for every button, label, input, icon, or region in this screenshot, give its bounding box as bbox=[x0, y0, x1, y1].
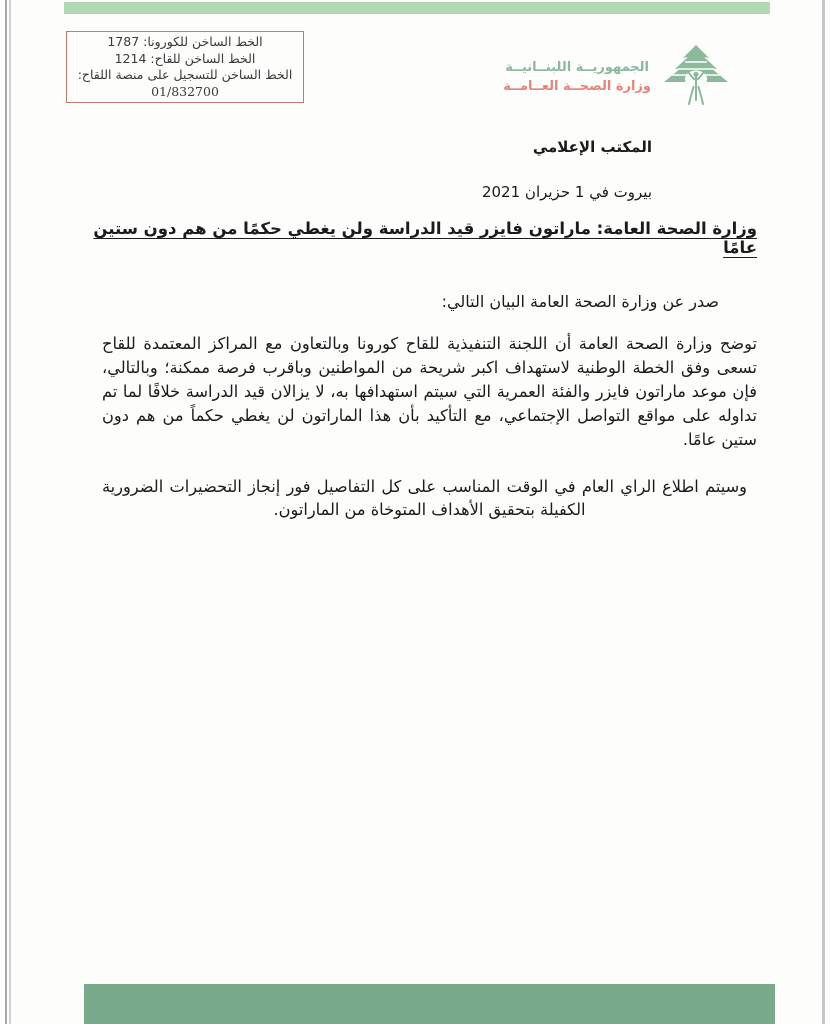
hotline-box bbox=[66, 31, 304, 103]
ministry-logo-text bbox=[503, 58, 651, 96]
logo-ministry-label: وزارة الصحــة العــامــة bbox=[503, 79, 651, 94]
statement-paragraph-1: توضح وزارة الصحة العامة أن اللجنة التنفيذية للقاح كورونا وبالتعاون مع المراكز المعتمدة للقاح تسعى وفق الخطة الوطنية لاستهداف اكبر شريحة من المواطنين وباقرب فرصة ممكنة؛ وبالتالي، فإن موعد ماراتون فايزر والفئة العمرية التي سيتم استهدافها به، لا يزالان قيد الدراسة خلافًا لما تم تداوله على مواقع التواصل الإجتماعي، مع التأكيد بأن هذا الماراتون لن يغطي حكماً من هم دون ستين عامًا. bbox=[102, 334, 757, 449]
page-right-edge-line bbox=[822, 0, 825, 1024]
page-left-edge-line-light bbox=[9, 0, 11, 1024]
hotline-corona: الخط الساخن للكورونا: 1787 bbox=[107, 34, 263, 49]
top-green-bar bbox=[64, 2, 770, 14]
bottom-green-bar bbox=[84, 984, 775, 1024]
statement-title: وزارة الصحة العامة: ماراتون فايزر قيد الدراسة ولن يغطي حكمًا من هم دون ستين عامًا bbox=[93, 219, 757, 257]
media-office-heading: المكتب الإعلامي bbox=[532, 138, 652, 156]
dateline: بيروت في 1 حزيران 2021 bbox=[481, 183, 652, 201]
hotline-registration-number: 01/832700 bbox=[151, 83, 219, 99]
page-left-edge-line bbox=[5, 0, 7, 1024]
ministry-logo bbox=[503, 44, 737, 110]
cedar-tree-icon bbox=[655, 44, 737, 110]
hotline-vaccine: الخط الساخن للقاح: 1214 bbox=[114, 50, 256, 66]
logo-republic-label: الجمهوريــة اللبنــانيــة bbox=[505, 60, 650, 75]
statement-intro: صدر عن وزارة الصحة العامة البيان التالي: bbox=[441, 292, 719, 311]
statement-paragraph-2: وسيتم اطلاع الراي العام في الوقت المناسب على كل التفاصيل فور إنجاز التحضيرات الضرورية الكفيلة بتحقيق الأهداف المتوخاة من الماراتون. bbox=[102, 477, 747, 519]
hotline-registration-label: الخط الساخن للتسجيل على منصة اللقاح: bbox=[77, 67, 293, 82]
